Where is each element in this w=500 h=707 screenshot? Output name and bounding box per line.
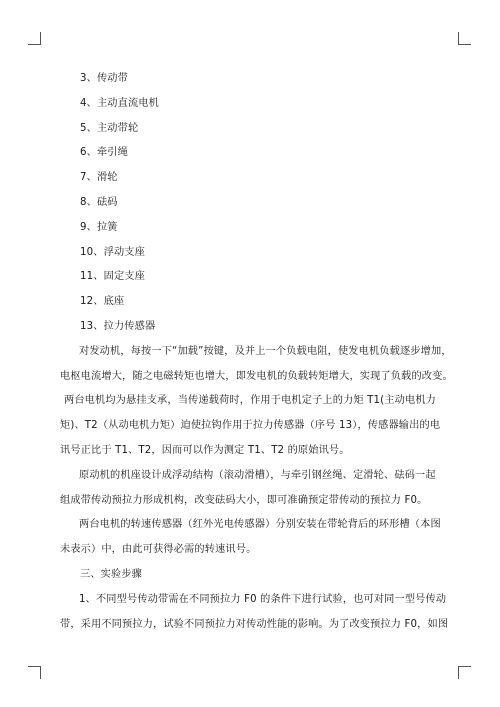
list-item: 8、砝码: [80, 196, 118, 208]
paragraph-line: 带，采用不同预拉力，试验不同预拉力对传动性能的影响。为了改变预拉力 F0，如图: [60, 618, 449, 630]
paragraph-line: 矩)、T2（从动电机力矩）迫使拉钩作用于拉力传感器（序号 13），传感器输出的电: [60, 420, 441, 432]
list-item: 3、传动带: [80, 73, 128, 84]
crop-mark-top-left: [28, 32, 41, 45]
paragraph-line: 电枢电流增大，随之电磁转矩也增大，即发电机的负载转矩增大，实现了负载的改变。: [60, 370, 453, 382]
section-heading: 三、实验步骤: [80, 568, 143, 580]
document-body: [60, 67, 453, 637]
crop-mark-top-right: [458, 32, 471, 45]
paragraph-line: 1、不同型号传动带需在不同预拉力 F0 的条件下进行试验，也可对同一型号传动: [79, 593, 447, 605]
list-item: 5、主动带轮: [80, 122, 139, 134]
list-item: 6、牵引绳: [80, 147, 128, 159]
paragraph-line: 对发动机，每按一下“加载”按键，及并上一个负载电阻，使发电机负载逐步增加，: [79, 345, 452, 357]
paragraph-line: 讯号正比于 T1、T2，因而可以作为测定 T1、T2 的原始讯号。: [60, 444, 350, 456]
paragraph-line: 未表示）中，由此可获得必需的转速讯号。: [60, 544, 257, 556]
crop-mark-bottom-right: [458, 666, 471, 679]
list-item: 10、浮动支座: [80, 246, 145, 258]
paragraph-line: 两台电机均为悬挂支承，当传递载荷时，作用于电机定子上的力矩 T1(主动电机力: [64, 395, 436, 407]
list-item: 11、固定支座: [80, 271, 145, 283]
crop-mark-bottom-left: [28, 666, 41, 679]
paragraph-line: 原动机的机座设计成浮动结构（滚动滑槽），与牵引钢丝绳、定滑轮、砝码一起: [79, 469, 436, 481]
list-item: 9、拉簧: [80, 221, 118, 233]
list-item: 12、底座: [80, 296, 125, 308]
paragraph-line: 两台电机的转速传感器（红外光电传感器）分别安装在带轮背后的环形槽（本图: [79, 519, 441, 531]
list-item: 4、主动直流电机: [80, 97, 159, 109]
list-item: 13、拉力传感器: [80, 320, 156, 332]
list-item: 7、滑轮: [80, 172, 118, 184]
paragraph-line: 组成带传动预拉力形成机构，改变砝码大小，即可准确预定带传动的预拉力 F0。: [60, 494, 428, 506]
